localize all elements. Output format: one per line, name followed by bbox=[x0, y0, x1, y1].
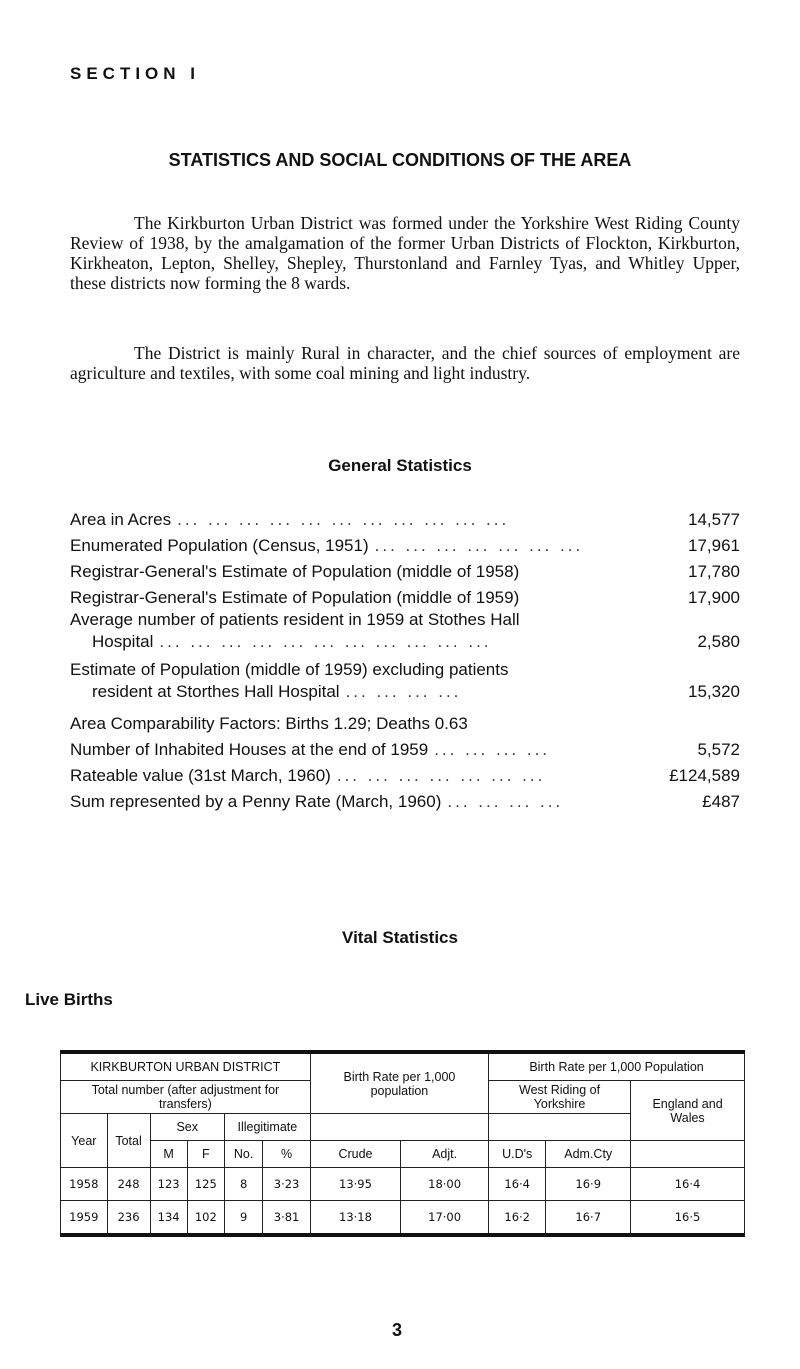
admin-county-cell: 16·9 bbox=[546, 1168, 631, 1201]
section-header: SECTION I bbox=[70, 64, 201, 83]
table-row bbox=[61, 1201, 745, 1236]
birth-rate-header: Birth Rate per 1,000 population bbox=[310, 1052, 488, 1114]
stat-label: Average number of patients resident in 1959 at Stothes Hall bbox=[70, 610, 520, 629]
birth-rate-per-header: Birth Rate per 1,000 Population bbox=[489, 1052, 745, 1081]
crude-header: Crude bbox=[310, 1141, 400, 1168]
stat-label: Area in Acres bbox=[70, 510, 172, 529]
stat-value: £487 bbox=[702, 792, 740, 811]
stat-row: Sum represented by a Penny Rate (March, 1960) ... ... ... ... £487 bbox=[70, 792, 740, 811]
illegitimate-percent-cell: 3·23 bbox=[263, 1168, 310, 1201]
illegitimate-number-header: No. bbox=[224, 1141, 262, 1168]
illegitimate-number-cell: 9 bbox=[224, 1201, 262, 1236]
urban-districts-cell: 16·2 bbox=[489, 1201, 546, 1236]
stat-label: Number of Inhabited Houses at the end of 1959 bbox=[70, 740, 429, 759]
stat-value: £124,589 bbox=[669, 766, 740, 785]
adjusted-cell: 17·00 bbox=[401, 1201, 489, 1236]
crude-cell: 13·18 bbox=[310, 1201, 400, 1236]
stat-label: Estimate of Population (middle of 1959) excluding patients bbox=[70, 660, 509, 679]
west-riding-header: West Riding of Yorkshire bbox=[489, 1081, 631, 1114]
england-wales-cell: 16·5 bbox=[631, 1201, 745, 1236]
stat-row: Estimate of Population (middle of 1959) excluding patients resident at Storthes Hall Hospital ... ... ... ... 15,320 bbox=[70, 658, 740, 708]
england-wales-cell: 16·4 bbox=[631, 1168, 745, 1201]
illegitimate-percent-cell: 3·81 bbox=[263, 1201, 310, 1236]
stat-value: 17,900 bbox=[688, 588, 740, 607]
stat-row: Area in Acres ... ... ... ... ... ... ... ... ... ... ... 14,577 bbox=[70, 510, 740, 529]
general-statistics-list bbox=[70, 504, 740, 812]
year-header: Year bbox=[61, 1114, 108, 1168]
admin-county-cell: 16·7 bbox=[546, 1201, 631, 1236]
stat-row: Rateable value (31st March, 1960) ... ... ... ... ... ... ... £124,589 bbox=[70, 766, 740, 785]
district-header: KIRKBURTON URBAN DISTRICT bbox=[61, 1052, 311, 1081]
stat-label: Sum represented by a Penny Rate (March, 1960) bbox=[70, 792, 442, 811]
stat-label: Rateable value (31st March, 1960) bbox=[70, 766, 331, 785]
total-cell: 248 bbox=[107, 1168, 150, 1201]
intro-paragraph: The Kirkburton Urban District was formed under the Yorkshire West Riding County Review of 1938, by the amalgamation of the former Urban Districts of Flockton, Kirkburton, Kirkheaton, Lepton, Shelley, Shepley, Thurstonland and Farnley Tyas, and Whitley Upper, these districts now forming the 8 wards. bbox=[70, 213, 740, 293]
stat-value: 5,572 bbox=[697, 740, 740, 759]
illegitimate-percent-header: % bbox=[263, 1141, 310, 1168]
stat-value: 2,580 bbox=[697, 632, 740, 651]
adjusted-cell: 18·00 bbox=[401, 1168, 489, 1201]
page-title: STATISTICS AND SOCIAL CONDITIONS OF THE AREA bbox=[168, 150, 632, 170]
live-births-table bbox=[60, 1050, 745, 1237]
stat-value: 17,780 bbox=[688, 562, 740, 581]
urban-districts-cell: 16·4 bbox=[489, 1168, 546, 1201]
male-header: M bbox=[150, 1141, 187, 1168]
stat-row bbox=[70, 582, 740, 608]
stat-label-continued: resident at Storthes Hall Hospital bbox=[92, 682, 340, 701]
admin-county-header: Adm.Cty bbox=[546, 1141, 631, 1168]
total-number-header: Total number (after adjustment for transfers) bbox=[61, 1081, 311, 1114]
table-row bbox=[61, 1168, 745, 1201]
stat-row bbox=[70, 708, 740, 734]
stat-row: Average number of patients resident in 1959 at Stothes Hall Hospital ... ... ... ... ... ... ... ... ... ... ... 2,580 bbox=[70, 608, 740, 658]
stat-row: Enumerated Population (Census, 1951) ... ... ... ... ... ... ... 17,961 bbox=[70, 536, 740, 555]
total-cell: 236 bbox=[107, 1201, 150, 1236]
stat-label: Area Comparability Factors: Births 1.29; Deaths 0.63 bbox=[70, 714, 468, 733]
england-wales-header: England and Wales bbox=[631, 1081, 745, 1141]
general-statistics-heading: General Statistics bbox=[328, 456, 472, 475]
female-cell: 102 bbox=[187, 1201, 224, 1236]
crude-cell: 13·95 bbox=[310, 1168, 400, 1201]
stat-row: Number of Inhabited Houses at the end of 1959 ... ... ... ... 5,572 bbox=[70, 740, 740, 759]
stat-label-continued: Hospital bbox=[92, 632, 154, 651]
stat-value: 17,961 bbox=[688, 536, 740, 555]
illegitimate-header: Illegitimate bbox=[224, 1114, 310, 1141]
live-births-heading: Live Births bbox=[25, 990, 113, 1009]
page-number: 3 bbox=[392, 1320, 403, 1340]
male-cell: 134 bbox=[150, 1201, 187, 1236]
year-cell: 1958 bbox=[61, 1168, 108, 1201]
year-cell: 1959 bbox=[61, 1201, 108, 1236]
stat-label: Registrar-General's Estimate of Population (middle of 1959) bbox=[70, 588, 520, 607]
vital-statistics-heading: Vital Statistics bbox=[342, 928, 458, 947]
illegitimate-number-cell: 8 bbox=[224, 1168, 262, 1201]
stat-label: Enumerated Population (Census, 1951) bbox=[70, 536, 369, 555]
character-paragraph: The District is mainly Rural in character, and the chief sources of employment are agriculture and textiles, with some coal mining and light industry. bbox=[70, 343, 740, 383]
female-cell: 125 bbox=[187, 1168, 224, 1201]
total-header: Total bbox=[107, 1114, 150, 1168]
female-header: F bbox=[187, 1141, 224, 1168]
adjusted-header: Adjt. bbox=[401, 1141, 489, 1168]
sex-header: Sex bbox=[150, 1114, 224, 1141]
stat-value: 15,320 bbox=[688, 682, 740, 701]
stat-label: Registrar-General's Estimate of Population (middle of 1958) bbox=[70, 562, 520, 581]
urban-districts-header: U.D's bbox=[489, 1141, 546, 1168]
stat-row bbox=[70, 556, 740, 582]
stat-value: 14,577 bbox=[688, 510, 740, 529]
male-cell: 123 bbox=[150, 1168, 187, 1201]
